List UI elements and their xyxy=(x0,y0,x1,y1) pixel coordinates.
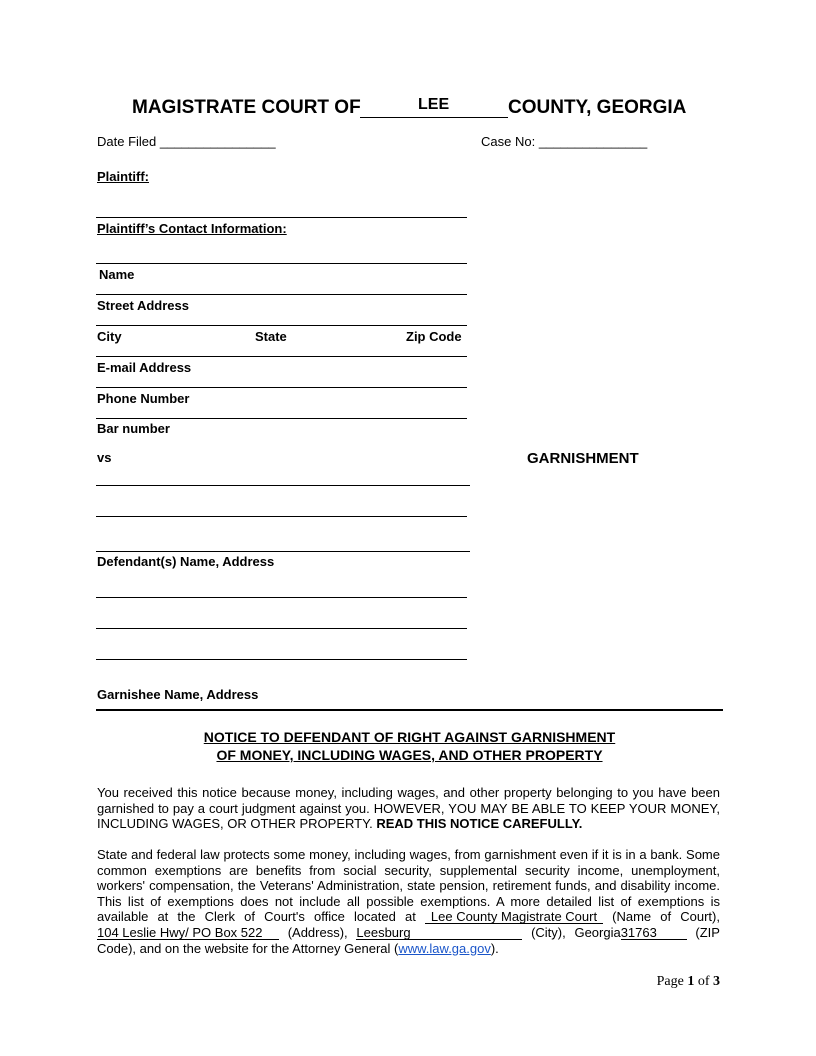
garnishee-line-1[interactable] xyxy=(96,597,467,598)
page-total: 3 xyxy=(713,974,720,989)
garnishee-label: Garnishee Name, Address xyxy=(97,687,259,702)
defendant-line-3[interactable] xyxy=(96,551,470,552)
vs-label: vs xyxy=(97,450,112,465)
zip-fill[interactable]: 31763 xyxy=(621,926,687,940)
case-no-label: Case No: xyxy=(481,134,536,149)
field-street-label: Street Address xyxy=(97,298,189,313)
georgia-label: Georgia xyxy=(574,924,621,940)
field-bar-label: Bar number xyxy=(97,421,170,436)
case-type: GARNISHMENT xyxy=(527,450,639,467)
date-filed-label: Date Filed xyxy=(97,134,157,149)
section-divider xyxy=(96,709,723,711)
defendant-line-1[interactable] xyxy=(96,485,470,486)
field-name-label: Name xyxy=(99,267,135,282)
date-filed-blank[interactable]: ________________ xyxy=(159,134,276,149)
notice-paragraph-2 xyxy=(97,847,720,956)
plaintiff-name-line[interactable] xyxy=(96,217,467,218)
address-label: (Address), xyxy=(287,924,348,940)
defendant-line-2[interactable] xyxy=(96,516,467,517)
garnishee-line-3[interactable] xyxy=(96,659,467,660)
plaintiff-heading: Plaintiff: xyxy=(97,169,149,184)
case-no-blank[interactable]: _______________ xyxy=(538,134,648,149)
address-fill[interactable]: 104 Leslie Hwy/ PO Box 522 xyxy=(97,926,279,940)
email-line[interactable] xyxy=(96,356,467,357)
notice-paragraph-1 xyxy=(97,785,720,832)
defendant-label: Defendant(s) Name, Address xyxy=(97,554,275,569)
city-fill[interactable]: Leesburg xyxy=(356,926,522,940)
bar-line[interactable] xyxy=(96,418,467,419)
street-line[interactable] xyxy=(96,294,467,295)
county-name[interactable]: LEE xyxy=(418,96,450,113)
court-suffix: COUNTY, GEORGIA xyxy=(508,97,687,118)
name-of-court-label: (Name of Court), xyxy=(612,909,720,925)
field-city-label: City xyxy=(97,329,122,344)
field-email-label: E-mail Address xyxy=(97,360,192,375)
website-tail: ). xyxy=(490,940,499,956)
case-no[interactable] xyxy=(481,134,647,149)
notice-title-line1: NOTICE TO DEFENDANT OF RIGHT AGAINST GARNISHMENT xyxy=(203,729,616,745)
notice-title-line2: OF MONEY, INCLUDING WAGES, AND OTHER PROPERTY xyxy=(216,747,603,763)
field-phone-label: Phone Number xyxy=(97,391,190,406)
notice-paragraph-2-text: State and federal law protects some money, including wages, from garnishment even if it is in a bank. Some common exemptions are benefits from social security, supplemental security income, unemployment, workers' compensation, the Veterans' Administration, state pension, retirement funds, and disability income. This list of exemptions does not include all possible exemptions. A more detailed list of exemptions is available at the Clerk of Court's office located at xyxy=(97,847,720,925)
date-filed[interactable] xyxy=(97,134,276,149)
notice-paragraph-1-text: You received this notice because money, including wages, and other property belonging to you have been garnished to pay a court judgment against you. HOWEVER, YOU MAY BE ABLE TO KEEP YOUR MONEY, INCLUDING WAGES, OR OTHER PROPERTY. xyxy=(97,785,720,832)
court-name-fill[interactable]: Lee County Magistrate Court xyxy=(425,910,603,924)
notice-read-carefully: READ THIS NOTICE CAREFULLY. xyxy=(376,816,583,832)
plaintiff-contact-heading: Plaintiff’s Contact Information: xyxy=(97,221,287,236)
of-word: of xyxy=(697,974,710,989)
city-label: (City), xyxy=(531,924,566,940)
contact-name-line[interactable] xyxy=(96,263,467,264)
zip-label: (ZIP Code), and on the website for the Attorney General ( xyxy=(97,924,720,956)
phone-line[interactable] xyxy=(96,387,467,388)
garnishee-line-2[interactable] xyxy=(96,628,467,629)
court-prefix: MAGISTRATE COURT OF xyxy=(132,97,361,118)
field-zip-label: Zip Code xyxy=(406,329,462,344)
page-current: 1 xyxy=(687,974,695,989)
page-number xyxy=(657,974,720,990)
county-underline xyxy=(360,117,508,118)
city-state-zip-line[interactable] xyxy=(96,325,467,326)
field-state-label: State xyxy=(255,329,287,344)
page-word: Page xyxy=(656,974,684,989)
attorney-general-link[interactable]: www.law.ga.gov xyxy=(398,940,491,956)
